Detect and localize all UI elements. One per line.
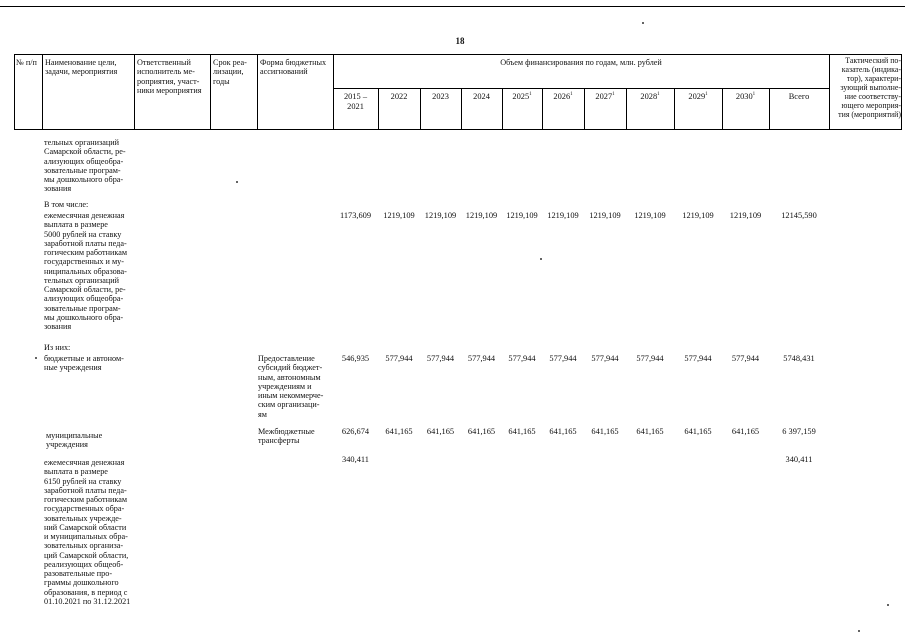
page-top-border	[0, 6, 905, 7]
year-header: 2030$^1$	[735, 92, 756, 101]
including-label: В том числе:	[44, 200, 89, 209]
year-header: 2025$^1$	[512, 92, 532, 101]
header-top-rule	[14, 54, 902, 55]
year-header: 2022	[390, 92, 408, 101]
row-budget-institutions-form: Предоставление субсидий бюджет- ным, автономным учреждениям и иным некоммерче- ским организаци- ям	[258, 354, 324, 419]
value-cell: 641,165	[636, 427, 664, 436]
value-cell: 340,411	[342, 455, 369, 464]
scan-speck	[642, 22, 644, 24]
col-name-header: Наименование цели, задачи, мероприятия	[45, 58, 118, 77]
col-number-header: № п/п	[16, 58, 37, 67]
value-cell: 641,165	[508, 427, 536, 436]
year-header: 2024	[473, 92, 490, 101]
value-cell: 1219,109	[589, 211, 621, 220]
year-header: 2015 – 2021	[343, 92, 368, 111]
row-budget-institutions-text: бюджетные и автоном- ные учреждения	[44, 354, 124, 373]
col-form-header: Форма бюджетных ассигнований	[260, 58, 327, 77]
of-them-label: Из них:	[44, 343, 71, 352]
scan-speck	[35, 357, 37, 359]
value-cell: 626,674	[341, 427, 370, 436]
continued-text: тельных организаций Самарской области, ре- ализующих общеобра- зовательные програм- мы дошкольного обра- зования	[44, 138, 126, 194]
value-cell: 641,165	[549, 427, 577, 436]
scan-speck	[236, 181, 238, 183]
col-funding-header: Объем финансирования по годам, млн. рублей	[500, 58, 662, 67]
value-cell: 1173,609	[339, 211, 372, 220]
scan-speck	[887, 604, 889, 606]
value-cell: 641,165	[591, 427, 619, 436]
value-cell: 1219,109	[465, 211, 498, 220]
value-cell: 641,165	[731, 427, 760, 436]
value-cell-total: 6 397,159	[782, 427, 816, 436]
year-header: 2023	[432, 92, 449, 101]
scan-speck	[540, 258, 542, 260]
value-cell: 577,944	[636, 354, 664, 363]
value-cell: 577,944	[591, 354, 619, 363]
value-cell: 641,165	[385, 427, 413, 436]
scan-speck	[858, 630, 860, 632]
value-cell-total: 12145,590	[781, 211, 817, 220]
col-executor-header: Ответственный исполнитель ме- роприятия, участ- ники мероприятия	[137, 58, 202, 95]
value-cell-total: 5748,431	[783, 354, 815, 363]
row-5000-payment-text: ежемесячная денежная выплата в размере 5000 рублей на ставку заработной платы педа- гогическим работникам государственных и му- ниципальных образова- тельных организаций Самарской области, ре- ализующих общеобра- зовательные програм- мы дошкольного обра- зования	[44, 211, 128, 331]
value-cell: 641,165	[426, 427, 455, 436]
value-cell: 1219,109	[506, 211, 538, 220]
year-header: 2026$^1$	[553, 92, 573, 101]
value-cell: 577,944	[684, 354, 712, 363]
value-cell: 546,935	[341, 354, 370, 363]
value-cell: 577,944	[731, 354, 760, 363]
page-number: 18	[455, 36, 465, 46]
year-header: 2027$^1$	[595, 92, 615, 101]
year-header-total: Всего	[788, 92, 810, 101]
value-cell: 577,944	[549, 354, 577, 363]
year-header: 2029$^1$	[688, 92, 708, 101]
value-cell: 577,944	[426, 354, 455, 363]
year-header: 2028$^1$	[640, 92, 660, 101]
value-cell: 1219,109	[547, 211, 579, 220]
col-indicator-header: Тактический по- казатель (индика- тор), характери- зующий выполне- ние соответству- ющего мероприя- тия (мероприятий)	[838, 56, 901, 119]
value-cell: 1219,109	[682, 211, 714, 220]
value-cell: 1219,109	[383, 211, 415, 220]
value-cell-total: 340,411	[785, 455, 813, 464]
value-cell: 1219,109	[729, 211, 762, 220]
row-municipal-text: муниципальные учреждения	[46, 431, 103, 450]
value-cell: 641,165	[684, 427, 712, 436]
table-header	[14, 54, 902, 130]
value-cell: 641,165	[467, 427, 496, 436]
value-cell: 577,944	[385, 354, 413, 363]
row-6150-payment-text: ежемесячная денежная выплата в размере 6150 рублей на ставку заработной платы педа- гогическим работникам государственных обра- зовательных учрежде- ний Самарской области и муниципальных обра- зовательных организа- ций Самарской области, реализующих общеоб- разовательные про- граммы дошкольного образования, в период с 01.10.2021 по 31.12.2021	[44, 458, 131, 606]
value-cell: 1219,109	[634, 211, 666, 220]
col-term-header: Срок реа- лизации, годы	[213, 58, 247, 86]
value-cell: 577,944	[508, 354, 536, 363]
value-cell: 577,944	[467, 354, 496, 363]
value-cell: 1219,109	[424, 211, 457, 220]
years-rule	[333, 88, 829, 89]
row-municipal-form: Межбюджетные трансферты	[258, 427, 315, 446]
